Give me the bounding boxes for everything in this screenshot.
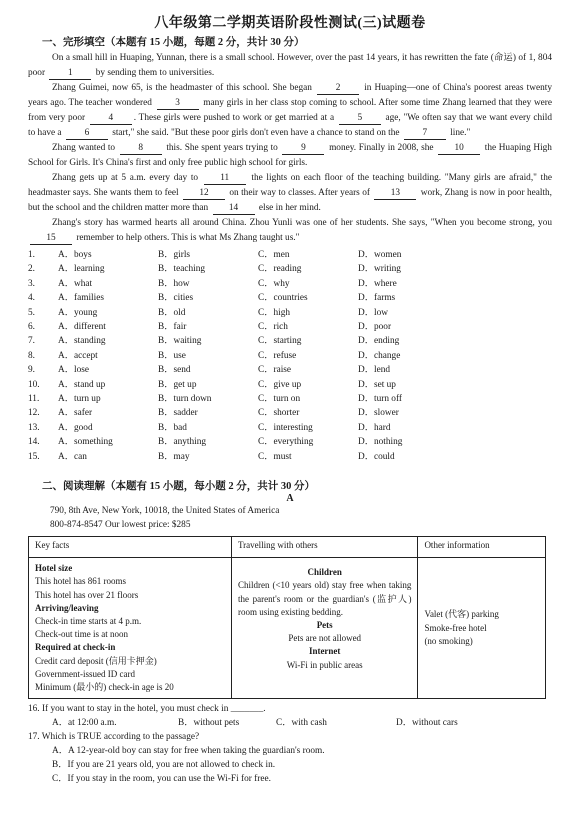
option-c: C．give up — [258, 379, 302, 390]
fact-line: Credit card deposit (信用卡押金) — [35, 655, 157, 666]
table-header-row — [29, 537, 546, 558]
option-a: A．turn up — [58, 394, 101, 405]
reading-section — [28, 478, 552, 786]
option-c: C．high — [258, 307, 291, 318]
question-options — [28, 716, 552, 730]
option-d: D．writing — [358, 264, 401, 275]
section2-heading: 二、阅读理解（本题有 15 小题，每小题 2 分，共计 30 分） — [42, 481, 315, 493]
pets-policy: Pets are not allowed — [288, 633, 362, 644]
option-a: A．families — [58, 293, 104, 304]
passage-paragraph-1 — [28, 51, 552, 81]
key-facts-cell — [29, 558, 232, 699]
question-number: 1. — [28, 250, 35, 260]
blank-15: 15 — [30, 233, 72, 245]
passage-text: money. Finally in 2008, she — [329, 143, 434, 153]
option-a: A．at 12:00 a.m. — [52, 718, 117, 729]
children-heading: Children — [307, 567, 342, 578]
option-d: D．low — [358, 307, 388, 318]
travelling-cell — [231, 558, 417, 699]
question-number: 3. — [28, 278, 35, 289]
question-number: 5. — [28, 307, 35, 318]
passage-text: start," she said. "But these poor girls don't even have a chance to stand on the — [112, 128, 400, 138]
option-d: D．farms — [358, 293, 396, 304]
passage-paragraph-2 — [28, 81, 552, 141]
passage-paragraph-3 — [28, 141, 552, 171]
option-a: A．accept — [58, 350, 98, 361]
option-b: B．without pets — [178, 718, 240, 729]
option-b: B．teaching — [158, 264, 205, 275]
option-b: B．may — [158, 451, 190, 462]
children-policy: Children (<10 years old) stay free when taking the parent's room or the guardian's (监护人) room using existing bedding. — [237, 580, 412, 617]
fact-line: This hotel has 861 rooms — [35, 576, 126, 587]
option-b: B．waiting — [158, 336, 202, 347]
blank-11: 11 — [204, 173, 246, 185]
option-a: A．young — [58, 307, 98, 318]
passage-text: work, Zhang is now in poor health, but the school and the children matter more than — [28, 188, 552, 213]
option-d: D．set up — [358, 379, 396, 390]
cloze-options — [28, 248, 552, 464]
passage-text: line." — [450, 128, 471, 138]
option-d: D．where — [358, 278, 397, 289]
option-c: C．If you stay in the room, you can use the Wi-Fi for free. — [52, 774, 271, 785]
option-a: A．safer — [58, 408, 93, 419]
passage-text: Zhang wanted to — [52, 143, 116, 153]
fact-line: Government-issued ID card — [35, 668, 135, 679]
passage-label: A — [286, 493, 294, 505]
parking-info: Valet (代客) parking — [424, 609, 499, 620]
internet-policy: Wi-Fi in public areas — [286, 659, 363, 670]
option-a: A．good — [58, 422, 93, 433]
other-info-cell — [418, 558, 546, 699]
option-b: B．fair — [158, 322, 187, 333]
passage-text: Zhang's story has warmed hearts all around China. Zhou Yunli was one of her students. She says, "When you become strong, you — [52, 218, 552, 228]
option-row — [28, 435, 552, 449]
smoke-free-info: Smoke-free hotel — [424, 622, 487, 633]
passage-text: else in her mind. — [258, 203, 321, 213]
option-row — [28, 320, 552, 334]
option-d: D．nothing — [358, 437, 403, 448]
option-row — [28, 450, 552, 464]
blank-1: 1 — [49, 68, 91, 80]
option-row — [28, 334, 552, 348]
option-a: A．lose — [58, 365, 89, 376]
header-travelling: Travelling with others — [231, 537, 417, 558]
fact-line: Minimum (最小的) check-in age is 20 — [35, 681, 174, 692]
option-c: C．rich — [258, 322, 288, 333]
option-b: B．sadder — [158, 408, 198, 419]
hotel-phone-price: 800-874-8547 Our lowest price: $285 — [50, 520, 191, 531]
option-d: D．ending — [358, 336, 400, 347]
option-b: B．send — [158, 365, 191, 376]
option-d: D．without cars — [396, 718, 458, 729]
blank-13: 13 — [374, 188, 416, 200]
internet-heading: Internet — [308, 646, 341, 657]
option-d: D．slower — [358, 408, 399, 419]
option-a: A．can — [58, 451, 87, 462]
passage-text: remember to help others. This is what Ms Zhang taught us." — [76, 233, 300, 243]
blank-8: 8 — [120, 143, 162, 155]
hotel-info-table — [28, 536, 546, 699]
option-d: D．could — [358, 451, 395, 462]
blank-5: 5 — [339, 113, 381, 125]
option-a: A．stand up — [58, 379, 106, 390]
arriving-leaving-heading: Arriving/leaving — [35, 602, 99, 613]
option-row — [28, 349, 552, 363]
option-c: C．refuse — [258, 350, 297, 361]
blank-4: 4 — [90, 113, 132, 125]
fact-line: Check-in time starts at 4 p.m. — [35, 615, 142, 626]
option-c: C．must — [258, 451, 292, 462]
option-a: A．different — [58, 322, 106, 333]
table-row — [29, 558, 546, 699]
option-b: B．cities — [158, 293, 194, 304]
pets-heading: Pets — [316, 619, 333, 630]
no-smoking-info: (no smoking) — [424, 635, 473, 646]
option-d: D．lend — [358, 365, 391, 376]
question-number: 2. — [28, 264, 35, 275]
option-d: D．women — [358, 250, 402, 260]
option-a: A．what — [58, 278, 93, 289]
option-c: C．turn on — [258, 394, 301, 405]
option-c: C．why — [258, 278, 290, 289]
option-a: A．standing — [58, 336, 106, 347]
option-c: C．everything — [258, 437, 314, 448]
blank-2: 2 — [317, 83, 359, 95]
question-number: 14. — [28, 437, 40, 448]
passage-text: On a small hill in Huaping, Yunnan, there is a small school. However, over the past 14 years, it has rewritten the fate (命运) of 1, 804 poor — [28, 53, 552, 78]
passage-text: by sending them to universities. — [95, 68, 215, 78]
passage-text: age, "We often say that we want every child to have a — [28, 113, 552, 138]
option-row — [28, 262, 552, 276]
question-16 — [28, 702, 552, 730]
fact-line: This hotel has over 21 floors — [35, 589, 139, 600]
option-c: C．countries — [258, 293, 308, 304]
question-number: 7. — [28, 336, 35, 347]
page-title: 八年级第二学期英语阶段性测试(三)试题卷 — [154, 16, 426, 31]
option-d: D．turn off — [358, 394, 402, 405]
option-b: B．old — [158, 307, 186, 318]
passage-paragraph-4 — [28, 171, 552, 216]
question-stem: 16. If you want to stay in the hotel, you must check in _______. — [28, 704, 266, 715]
required-checkin-heading: Required at check-in — [35, 642, 116, 653]
passage-text: Zhang gets up at 5 a.m. every day to — [52, 173, 199, 183]
fact-line: Check-out time is at noon — [35, 629, 128, 640]
question-number: 4. — [28, 293, 35, 304]
option-b: B．anything — [158, 437, 207, 448]
option-row — [28, 306, 552, 320]
question-number: 15. — [28, 451, 40, 462]
passage-text: the lights on each floor of the teaching building. "Many girls are afraid," the headmaster says. She wants them to feel — [28, 173, 552, 198]
option-c: C．interesting — [258, 422, 313, 433]
section1-heading: 一、完形填空（本题有 15 小题，每题 2 分，共计 30 分） — [42, 37, 305, 48]
option-row — [28, 277, 552, 291]
question-stem: 17. Which is TRUE according to the passage? — [28, 732, 200, 743]
passage-text: on their way to classes. After years of — [229, 188, 370, 198]
blank-9: 9 — [282, 143, 324, 155]
blank-7: 7 — [404, 128, 446, 140]
option-b: B．use — [158, 350, 186, 361]
blank-10: 10 — [438, 143, 480, 155]
option-row — [28, 421, 552, 435]
option-b: B．get up — [158, 379, 197, 390]
question-number: 12. — [28, 408, 40, 419]
option-b: B．If you are 21 years old, you are not allowed to check in. — [52, 760, 276, 771]
passage-text: Zhang Guimei, now 65, is the headmaster of this school. She began — [52, 83, 312, 93]
question-number: 11. — [28, 394, 40, 405]
header-other-info: Other information — [418, 537, 546, 558]
option-row — [28, 392, 552, 406]
option-d: D．poor — [358, 322, 392, 333]
question-17 — [28, 730, 552, 786]
option-c: C．men — [258, 250, 290, 260]
option-row — [28, 291, 552, 305]
option-c: C．raise — [258, 365, 292, 376]
option-c: C．with cash — [276, 718, 327, 729]
passage-text: in Huaping—one of China's poorest areas twenty years ago. The teacher wondered — [28, 83, 552, 108]
question-number: 9. — [28, 365, 35, 376]
question-number: 8. — [28, 350, 35, 361]
option-a: A．A 12-year-old boy can stay for free when taking the guardian's room. — [52, 746, 325, 757]
passage-paragraph-5 — [28, 216, 552, 246]
option-b: B．girls — [158, 250, 191, 260]
option-b: B．bad — [158, 422, 187, 433]
question-number: 6. — [28, 322, 35, 333]
option-b: B．turn down — [158, 394, 212, 405]
option-row — [28, 363, 552, 377]
option-c: C．starting — [258, 336, 302, 347]
header-key-facts: Key facts — [29, 537, 232, 558]
hotel-address: 790, 8th Ave, New York, 10018, the United States of America — [50, 506, 280, 517]
option-row — [28, 378, 552, 392]
option-c: C．shorter — [258, 408, 300, 419]
option-a: A．learning — [58, 264, 105, 275]
option-a: A．boys — [58, 250, 92, 260]
passage-text: the Huaping High School for Girls. It's China's first and only free public high school for girls. — [28, 143, 552, 168]
option-d: D．change — [358, 350, 401, 361]
blank-12: 12 — [183, 188, 225, 200]
blank-14: 14 — [213, 203, 255, 215]
option-a: A．something — [58, 437, 113, 448]
option-d: D．hard — [358, 422, 391, 433]
passage-text: . These girls were pushed to work or get married at a — [133, 113, 335, 123]
blank-6: 6 — [66, 128, 108, 140]
passage-text: this. She spent years trying to — [166, 143, 278, 153]
hotel-size-heading: Hotel size — [35, 563, 73, 574]
question-number: 13. — [28, 422, 40, 433]
option-row — [28, 248, 552, 262]
option-c: C．reading — [258, 264, 302, 275]
passage-text: many girls in her class stop coming to school. After some time Zhang learned that they were from very poor — [28, 98, 553, 123]
question-number: 10. — [28, 379, 40, 390]
blank-3: 3 — [157, 98, 199, 110]
option-b: B．how — [158, 278, 190, 289]
option-row — [28, 406, 552, 420]
